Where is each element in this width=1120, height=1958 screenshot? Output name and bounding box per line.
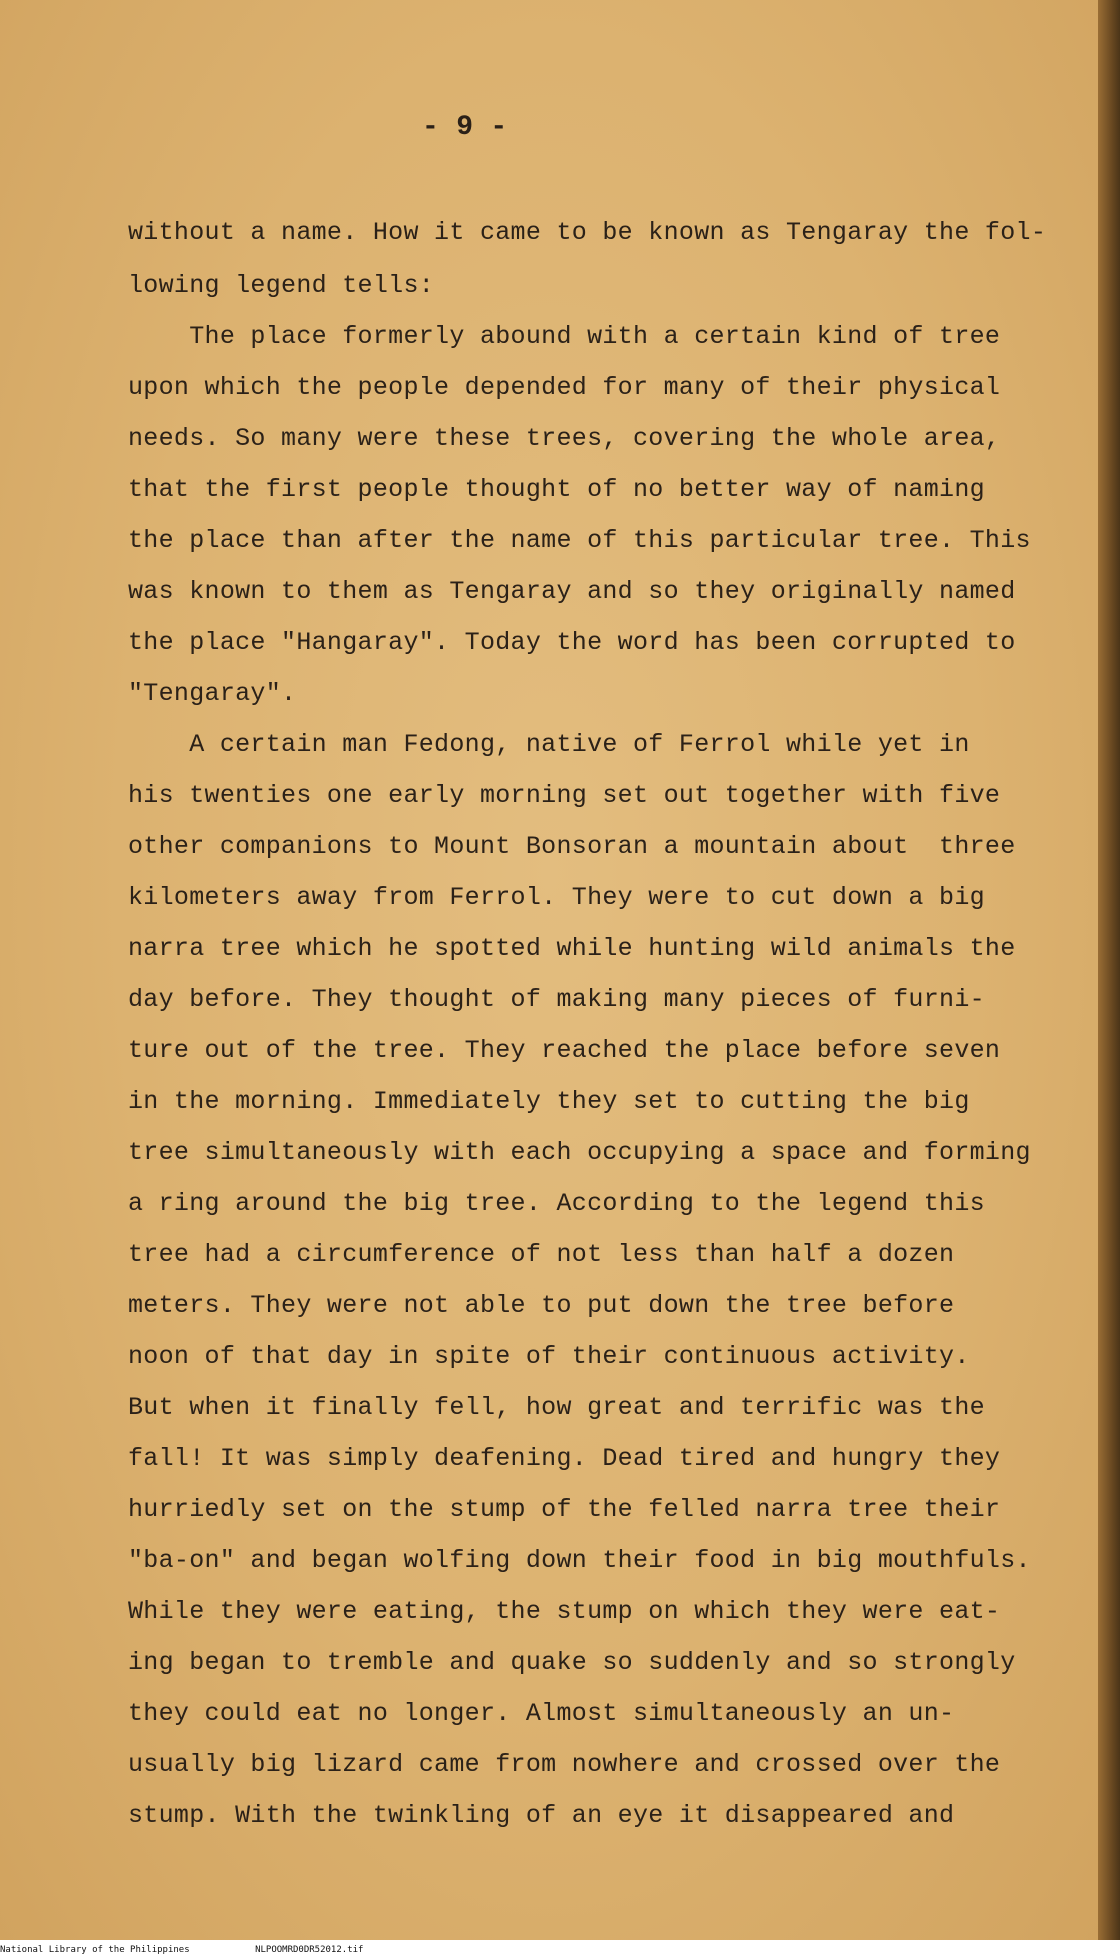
text-line: "Tengaray". [128, 679, 297, 708]
text-line: meters. They were not able to put down the tree before [128, 1291, 955, 1320]
text-line: needs. So many were these trees, covering the whole area, [128, 424, 1001, 453]
text-line: hurriedly set on the stump of the felled narra tree their [128, 1495, 1001, 1524]
text-line: tree had a circumference of not less than half a dozen [128, 1240, 955, 1269]
text-line: the place than after the name of this particular tree. This [128, 526, 1031, 555]
text-line: the place "Hangaray". Today the word has been corrupted to [128, 628, 1016, 657]
text-line: they could eat no longer. Almost simultaneously an un- [128, 1699, 955, 1728]
page-number: - 9 - [422, 112, 508, 143]
text-line: noon of that day in spite of their continuous activity. [128, 1342, 970, 1371]
text-line: without a name. How it came to be known as Tengaray the fol- [128, 218, 1047, 247]
text-line: A certain man Fedong, native of Ferrol while yet in [128, 730, 970, 759]
text-line: But when it finally fell, how great and terrific was the [128, 1393, 985, 1422]
text-line: The place formerly abound with a certain kind of tree [128, 322, 1001, 351]
text-line: that the first people thought of no better way of naming [128, 475, 985, 504]
footer-file: NLPOOMRD0DR52012.tif [255, 1945, 364, 1955]
text-line: While they were eating, the stump on which they were eat- [128, 1597, 1001, 1626]
footer-library: National Library of the Philippines [0, 1945, 190, 1955]
page-edge [1098, 0, 1120, 1940]
text-line: "ba-on" and began wolfing down their food in big mouthfuls. [128, 1546, 1031, 1575]
text-line: a ring around the big tree. According to the legend this [128, 1189, 985, 1218]
text-line: usually big lizard came from nowhere and crossed over the [128, 1750, 1001, 1779]
text-line: day before. They thought of making many pieces of furni- [128, 985, 985, 1014]
text-line: tree simultaneously with each occupying a space and forming [128, 1138, 1031, 1167]
text-line: narra tree which he spotted while hunting wild animals the [128, 934, 1016, 963]
text-line: lowing legend tells: [128, 271, 435, 300]
text-line: ture out of the tree. They reached the place before seven [128, 1036, 1001, 1065]
text-line: other companions to Mount Bonsoran a mountain about three [128, 832, 1016, 861]
text-line: his twenties one early morning set out together with five [128, 781, 1001, 810]
text-line: kilometers away from Ferrol. They were to cut down a big [128, 883, 985, 912]
text-line: upon which the people depended for many of their physical [128, 373, 1001, 402]
text-line: was known to them as Tengaray and so they originally named [128, 577, 1016, 606]
scan-footer [0, 1942, 1120, 1958]
text-line: in the morning. Immediately they set to cutting the big [128, 1087, 970, 1116]
text-line: stump. With the twinkling of an eye it disappeared and [128, 1801, 955, 1830]
text-line: fall! It was simply deafening. Dead tired and hungry they [128, 1444, 1001, 1473]
text-line: ing began to tremble and quake so suddenly and so strongly [128, 1648, 1016, 1677]
